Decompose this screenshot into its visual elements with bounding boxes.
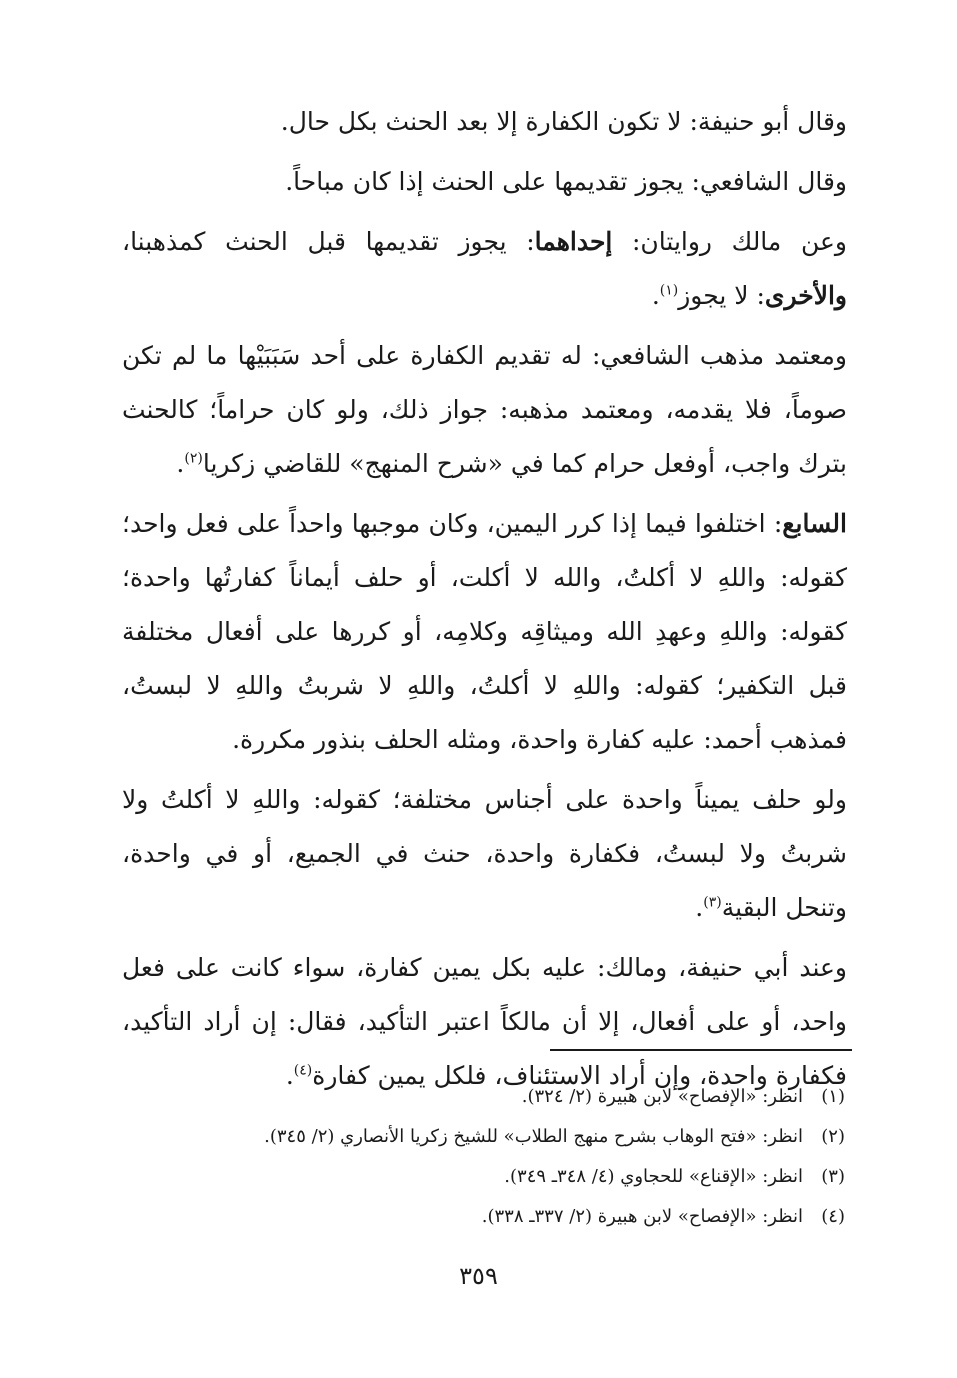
footnote-4 bbox=[125, 1197, 845, 1237]
paragraph-6 bbox=[122, 773, 847, 935]
bold-term: إحداهما bbox=[534, 227, 613, 256]
footnote-3 bbox=[125, 1157, 845, 1197]
footnote-text: انظر: «فتح الوهاب بشرح منهج الطلاب» للشيخ زكريا الأنصاري (٢/ ٣٤٥). bbox=[264, 1126, 803, 1147]
footnote-1 bbox=[125, 1077, 845, 1117]
page-number: ٣٥٩ bbox=[459, 1262, 498, 1290]
footnote-2 bbox=[125, 1117, 845, 1157]
paragraph-text: وعن مالك روايتان: bbox=[612, 227, 847, 256]
paragraph-text: وقال الشافعي: يجوز تقديمها على الحنث إذا كان مباحاً. bbox=[285, 167, 847, 196]
bold-term: والأخرى bbox=[764, 281, 847, 310]
paragraph-text: ولو حلف يميناً واحدة على أجناس مختلفة؛ كقوله: واللهِ لا أكلتُ ولا شربتُ ولا لبستُ، فكفارة واحدة، حنث في الجميع، أو في واحدة، وتنحل البقية bbox=[122, 785, 847, 922]
footnote-ref[interactable]: (٣) bbox=[703, 894, 722, 911]
paragraph-text: وعند أبي حنيفة، ومالك: عليه بكل يمين كفارة، سواء كانت على فعل واحد، أو على أفعال، إلا أن مالكاً اعتبر التأكيد، فقال: إن أراد التأكيد، فكفارة واحدة، وإن أراد الاستئناف، فلكل يمين كفارة bbox=[122, 953, 847, 1090]
main-text bbox=[122, 95, 847, 1109]
paragraph-3 bbox=[122, 215, 847, 323]
footnote-ref[interactable]: (١) bbox=[659, 282, 679, 299]
paragraph-end: . bbox=[651, 281, 660, 310]
paragraph-end: . bbox=[176, 449, 185, 478]
footnote-ref[interactable]: (٢) bbox=[184, 450, 203, 467]
paragraph-end: . bbox=[285, 1061, 294, 1090]
paragraph-end: . bbox=[695, 893, 704, 922]
paragraph-5 bbox=[122, 497, 847, 767]
paragraph-1 bbox=[122, 95, 847, 149]
paragraph-text: : يجوز تقديمها قبل الحنث كمذهبنا، bbox=[122, 227, 535, 256]
paragraph-2 bbox=[122, 155, 847, 209]
footnote-number: (٣) bbox=[821, 1166, 845, 1187]
paragraph-text: وقال أبو حنيفة: لا تكون الكفارة إلا بعد الحنث بكل حال. bbox=[280, 107, 847, 136]
footnote-text: انظر: «الإقناع» للحجاوي (٤/ ٣٤٨ـ ٣٤٩). bbox=[504, 1166, 803, 1187]
footnote-text: انظر: «الإفصاح» لابن هبيرة (٢/ ٣٣٧ـ ٣٣٨). bbox=[481, 1206, 803, 1227]
footnote-number: (٤) bbox=[821, 1206, 845, 1227]
footnote-number: (٢) bbox=[821, 1126, 845, 1147]
footnote-number: (١) bbox=[821, 1086, 845, 1107]
footnote-separator bbox=[550, 1049, 852, 1051]
footnote-text: انظر: «الإفصاح» لابن هبيرة (٢/ ٣٢٤). bbox=[521, 1086, 803, 1107]
paragraph-text: ومعتمد مذهب الشافعي: له تقديم الكفارة على أحد سَبَبَيْها ما لم تكن صوماً، فلا يقدمه، ومعتمد مذهبه: جواز ذلك، ولو كان حراماً؛ كالحنث بترك واجب، أوفعل حرام كما في «شرح المنهج» للقاضي زكريا bbox=[122, 341, 847, 478]
paragraph-4 bbox=[122, 329, 847, 491]
footnote-ref[interactable]: (٤) bbox=[293, 1062, 313, 1079]
paragraph-text: : لا يجوز bbox=[678, 281, 765, 310]
footnotes bbox=[125, 1077, 845, 1237]
paragraph-text: : اختلفوا فيما إذا كرر اليمين، وكان موجبها واحداً على فعل واحد؛ كقوله: واللهِ لا أكلتُ، والله لا أكلت، أو حلف أيماناً كفارتُها واحدة؛ كقوله: واللهِ وعهدِ الله وميثاقِه وكلامِه، أو كررها على أفعال مختلفة قبل التكفير؛ كقوله: واللهِ لا أكلتُ، واللهِ لا شربتُ واللهِ لا لبستُ، فمذهب أحمد: عليه كفارة واحدة، ومثله الحلف بنذور مكررة. bbox=[122, 509, 847, 754]
section-heading: السابع bbox=[782, 509, 847, 538]
